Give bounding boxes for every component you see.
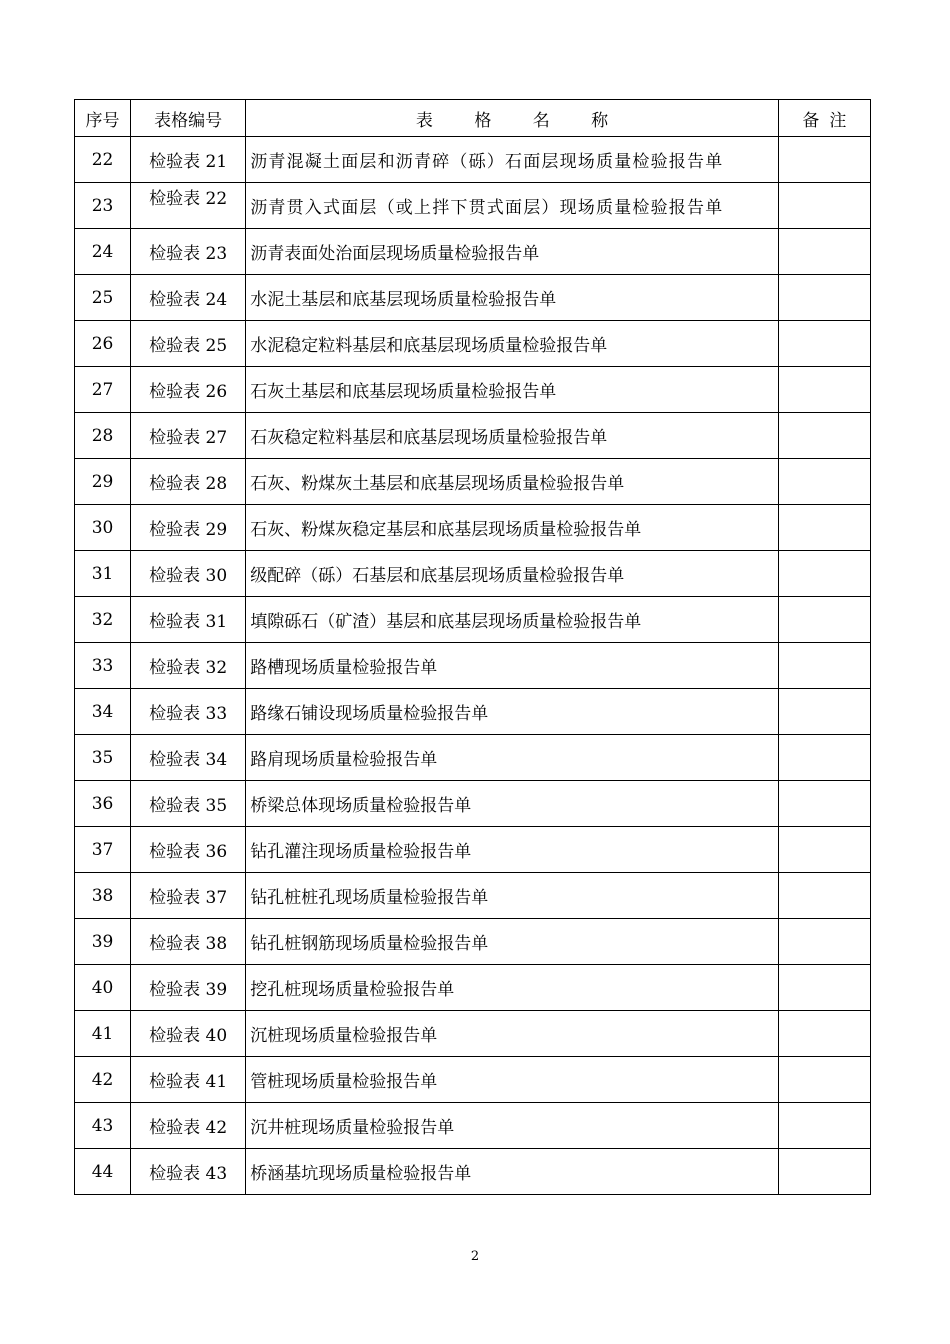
form-index-table [74,99,871,1195]
row-code: 检验表 29 [131,505,246,551]
row-seq: 38 [75,873,131,919]
row-name: 钻孔桩钢筋现场质量检验报告单 [246,919,779,965]
row-note [778,1149,870,1195]
row-seq: 24 [75,229,131,275]
row-seq: 36 [75,781,131,827]
table-row [75,689,871,735]
row-seq: 23 [75,183,131,229]
row-name: 水泥土基层和底基层现场质量检验报告单 [246,275,779,321]
row-note [778,781,870,827]
row-name: 路肩现场质量检验报告单 [246,735,779,781]
row-note [778,413,870,459]
table-row [75,183,871,229]
row-code: 检验表 35 [131,781,246,827]
table-row [75,1011,871,1057]
header-note: 备注 [778,100,870,137]
row-note [778,643,870,689]
row-note [778,459,870,505]
row-seq: 32 [75,597,131,643]
row-note [778,321,870,367]
row-code: 检验表 43 [131,1149,246,1195]
row-name: 钻孔灌注现场质量检验报告单 [246,827,779,873]
row-code: 检验表 26 [131,367,246,413]
table-row [75,367,871,413]
row-seq: 39 [75,919,131,965]
table-row [75,1103,871,1149]
row-seq: 30 [75,505,131,551]
table-row [75,275,871,321]
row-name: 挖孔桩现场质量检验报告单 [246,965,779,1011]
row-note [778,919,870,965]
table-row [75,781,871,827]
form-index-table-container [74,99,871,1195]
row-note [778,137,870,183]
row-seq: 33 [75,643,131,689]
row-code: 检验表 38 [131,919,246,965]
row-note [778,367,870,413]
row-seq: 34 [75,689,131,735]
table-row [75,1149,871,1195]
table-row [75,1057,871,1103]
row-note [778,551,870,597]
row-name: 石灰、粉煤灰土基层和底基层现场质量检验报告单 [246,459,779,505]
table-row [75,137,871,183]
row-code: 检验表 22 [149,189,228,209]
row-note [778,1103,870,1149]
row-code-cell [131,183,246,229]
row-code: 检验表 28 [131,459,246,505]
row-seq: 37 [75,827,131,873]
header-code: 表格编号 [131,100,246,137]
row-seq: 22 [75,137,131,183]
row-code: 检验表 37 [131,873,246,919]
table-row [75,551,871,597]
row-name: 沉桩现场质量检验报告单 [246,1011,779,1057]
row-note [778,689,870,735]
row-note [778,827,870,873]
row-note [778,1057,870,1103]
row-note [778,1011,870,1057]
row-code: 检验表 32 [131,643,246,689]
row-code: 检验表 31 [131,597,246,643]
row-note [778,505,870,551]
row-name: 沥青贯入式面层（或上拌下贯式面层）现场质量检验报告单 [246,183,779,229]
row-name: 石灰稳定粒料基层和底基层现场质量检验报告单 [246,413,779,459]
row-name: 石灰土基层和底基层现场质量检验报告单 [246,367,779,413]
table-row [75,413,871,459]
row-code: 检验表 24 [131,275,246,321]
row-name: 沉井桩现场质量检验报告单 [246,1103,779,1149]
row-seq: 43 [75,1103,131,1149]
row-seq: 25 [75,275,131,321]
row-seq: 26 [75,321,131,367]
row-name: 级配碎（砾）石基层和底基层现场质量检验报告单 [246,551,779,597]
table-row [75,643,871,689]
row-name: 钻孔桩桩孔现场质量检验报告单 [246,873,779,919]
row-name: 管桩现场质量检验报告单 [246,1057,779,1103]
row-code: 检验表 36 [131,827,246,873]
row-code: 检验表 34 [131,735,246,781]
row-seq: 31 [75,551,131,597]
row-note [778,965,870,1011]
row-note [778,735,870,781]
table-row [75,321,871,367]
row-note [778,229,870,275]
row-seq: 29 [75,459,131,505]
row-seq: 35 [75,735,131,781]
header-name: 表 格 名 称 [246,100,779,137]
row-note [778,873,870,919]
row-code: 检验表 40 [131,1011,246,1057]
row-name: 路槽现场质量检验报告单 [246,643,779,689]
row-note [778,275,870,321]
row-code: 检验表 33 [131,689,246,735]
row-code: 检验表 21 [131,137,246,183]
page-number: 2 [470,1249,480,1264]
row-code: 检验表 42 [131,1103,246,1149]
row-name: 沥青表面处治面层现场质量检验报告单 [246,229,779,275]
row-code: 检验表 39 [131,965,246,1011]
table-row [75,873,871,919]
row-name: 桥梁总体现场质量检验报告单 [246,781,779,827]
row-code: 检验表 25 [131,321,246,367]
row-name: 填隙砾石（矿渣）基层和底基层现场质量检验报告单 [246,597,779,643]
row-code: 检验表 30 [131,551,246,597]
row-note [778,597,870,643]
row-seq: 44 [75,1149,131,1195]
row-code: 检验表 23 [131,229,246,275]
row-name: 沥青混凝土面层和沥青碎（砾）石面层现场质量检验报告单 [246,137,779,183]
row-seq: 41 [75,1011,131,1057]
row-seq: 42 [75,1057,131,1103]
table-row [75,827,871,873]
table-row [75,597,871,643]
table-row [75,459,871,505]
row-name: 桥涵基坑现场质量检验报告单 [246,1149,779,1195]
table-row [75,919,871,965]
row-seq: 27 [75,367,131,413]
row-seq: 40 [75,965,131,1011]
table-header-row [75,100,871,137]
table-row [75,229,871,275]
table-body [75,137,871,1195]
row-code: 检验表 27 [131,413,246,459]
row-name: 石灰、粉煤灰稳定基层和底基层现场质量检验报告单 [246,505,779,551]
row-name: 水泥稳定粒料基层和底基层现场质量检验报告单 [246,321,779,367]
row-code: 检验表 41 [131,1057,246,1103]
table-row [75,735,871,781]
header-seq: 序号 [75,100,131,137]
table-row [75,505,871,551]
row-note [778,183,870,229]
row-seq: 28 [75,413,131,459]
table-row [75,965,871,1011]
row-name: 路缘石铺设现场质量检验报告单 [246,689,779,735]
